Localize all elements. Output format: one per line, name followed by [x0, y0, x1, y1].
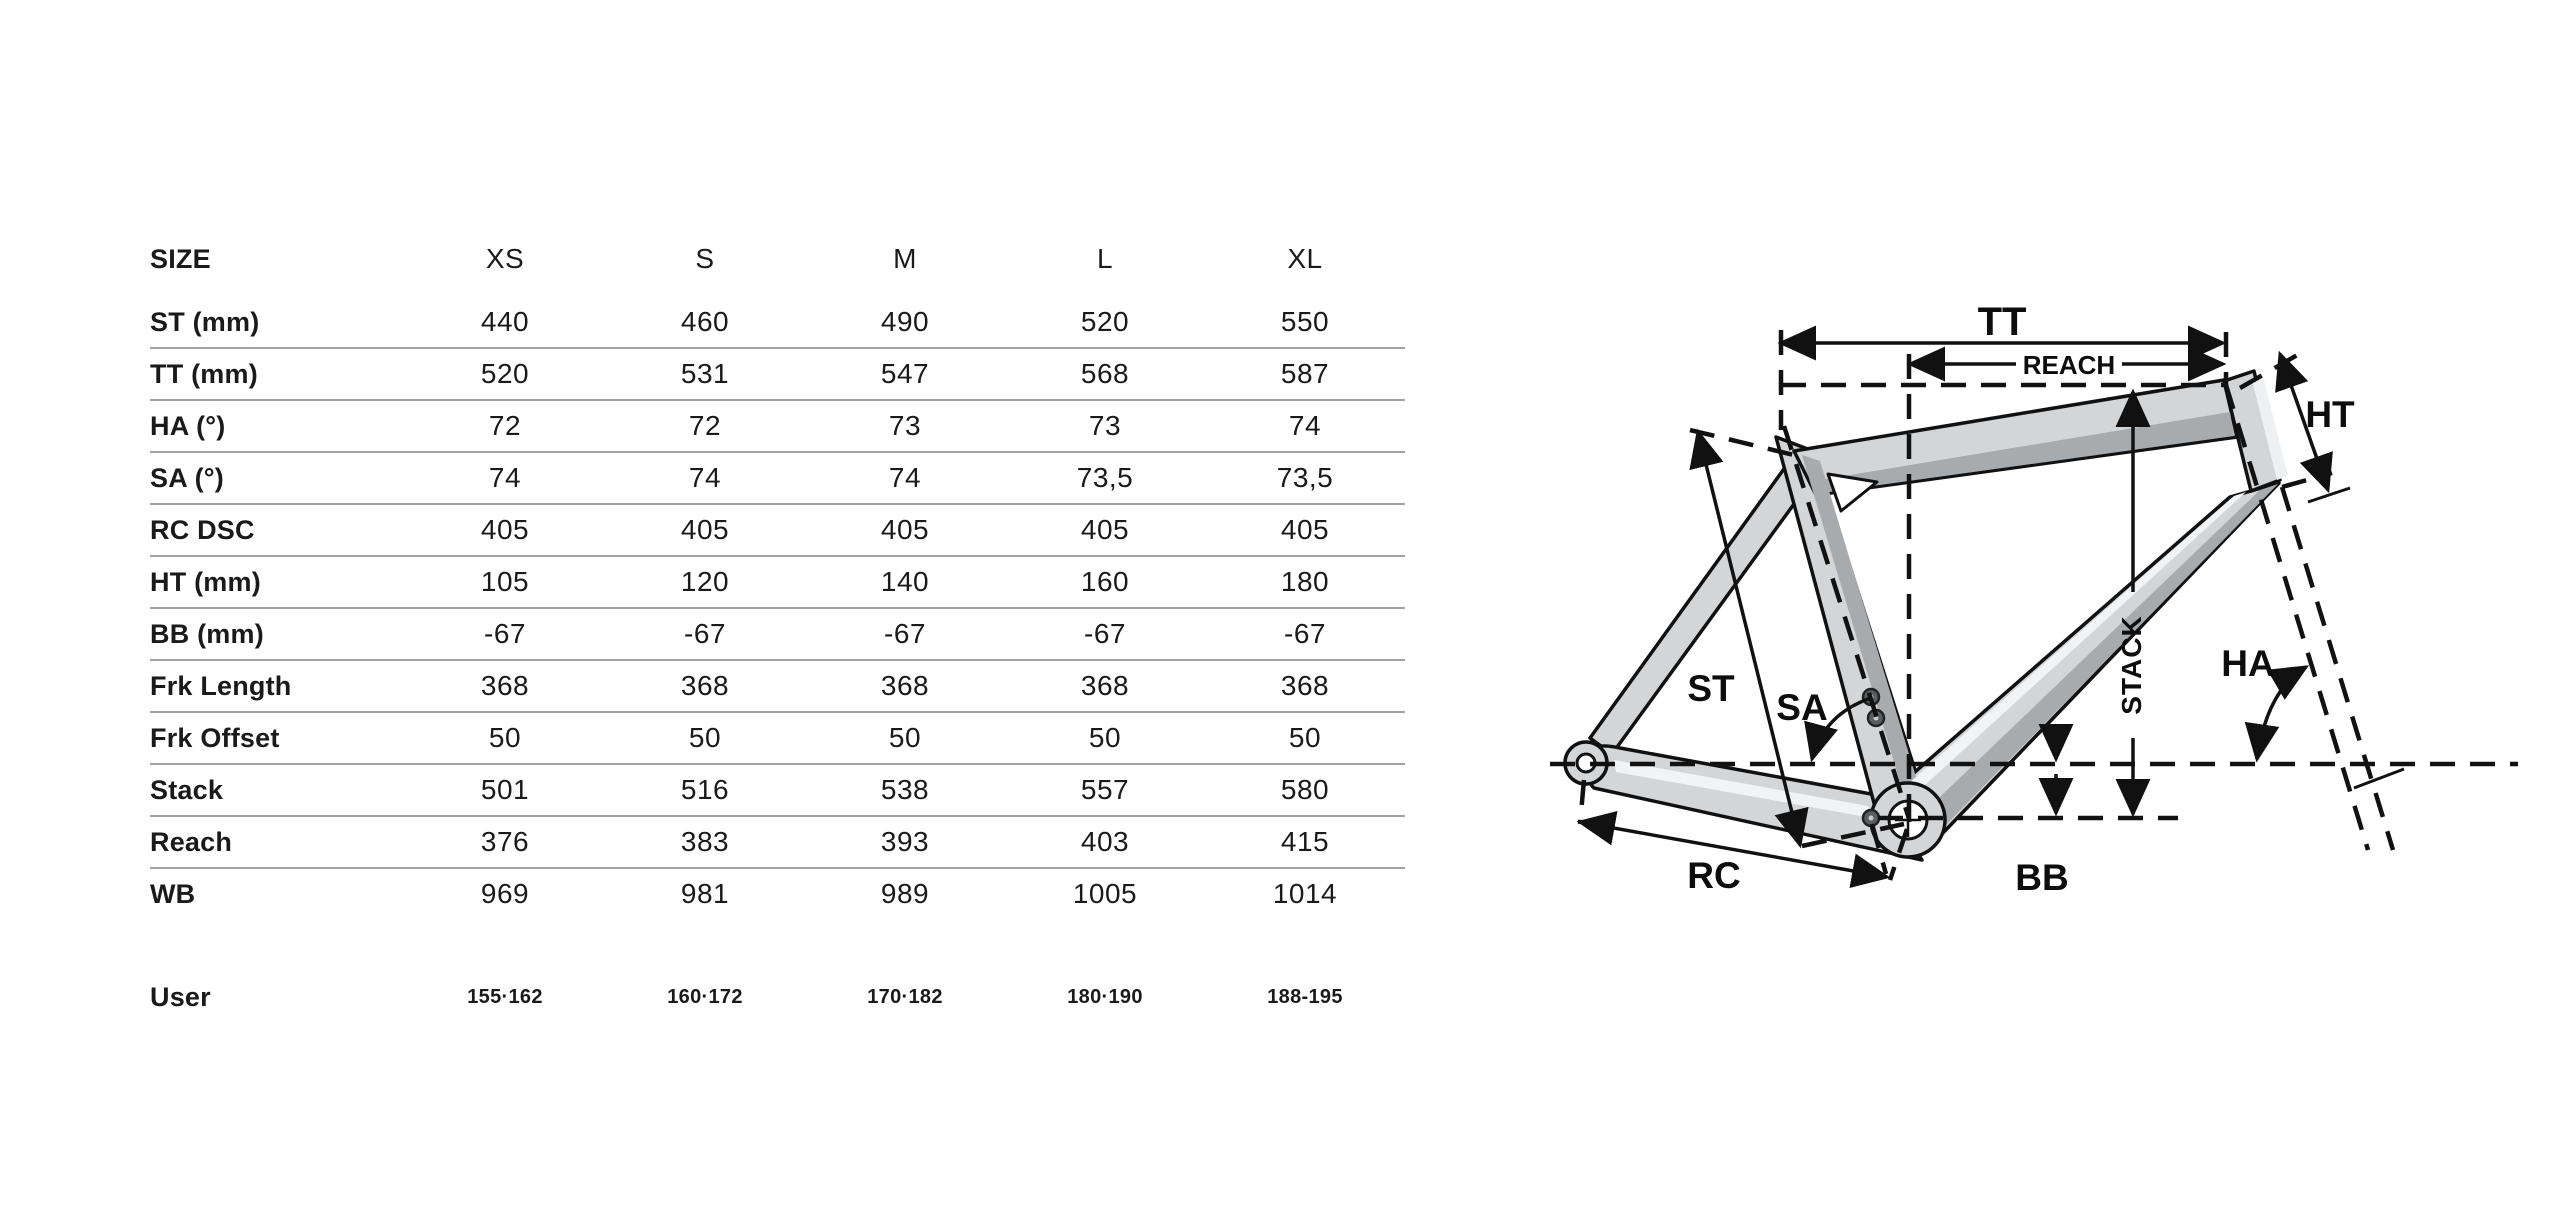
table-header-row: [150, 221, 1405, 297]
bike-frame-illustration: [1565, 371, 2288, 860]
cell-XL: 368: [1205, 660, 1405, 712]
table-row: [150, 712, 1405, 764]
user-height-table: [150, 972, 1405, 1022]
cell-M: 368: [805, 660, 1005, 712]
ha-label: HA: [2221, 643, 2275, 684]
cell-XS: 376: [405, 816, 605, 868]
user-cell-XL: 188-195: [1267, 985, 1343, 1008]
frame-geometry-diagram: [1530, 240, 2560, 980]
table-row: [150, 764, 1405, 816]
row-label: Reach: [150, 816, 405, 868]
cell-M: 140: [805, 556, 1005, 608]
size-spec-table: [150, 221, 1405, 919]
cell-L: 73: [1005, 400, 1205, 452]
cell-XL: 405: [1205, 504, 1405, 556]
cell-XS: 969: [480, 878, 530, 909]
cell-L: 73,5: [1005, 452, 1205, 504]
user-row: [150, 972, 1405, 1022]
cell-M: 74: [805, 452, 1005, 504]
cell-S: 531: [605, 348, 805, 400]
cell-XS: 440: [405, 297, 605, 348]
size-header-XL: XL: [1287, 243, 1323, 274]
size-header-XS: XS: [485, 243, 525, 274]
row-label: RC DSC: [150, 504, 405, 556]
cell-XS: 405: [405, 504, 605, 556]
cell-L: 405: [1005, 504, 1205, 556]
cell-M: 989: [880, 878, 930, 909]
table-row: [150, 660, 1405, 712]
bb-label: BB: [2015, 857, 2069, 898]
cell-XS: 368: [405, 660, 605, 712]
geometry-table: [150, 221, 1405, 919]
table-row: [150, 504, 1405, 556]
cell-M: -67: [805, 608, 1005, 660]
cell-L: 160: [1005, 556, 1205, 608]
cell-XL: 1014: [1272, 878, 1338, 909]
rc-label: RC: [1687, 855, 1741, 896]
cell-S: 368: [605, 660, 805, 712]
user-cell-L: 180·190: [1067, 985, 1143, 1008]
table-row: [150, 556, 1405, 608]
cell-M: 50: [805, 712, 1005, 764]
table-row: [150, 400, 1405, 452]
row-label: BB (mm): [150, 608, 405, 660]
table-row: [150, 348, 1405, 400]
cell-XL: 180: [1205, 556, 1405, 608]
cell-S: 981: [680, 878, 730, 909]
row-label: TT (mm): [150, 348, 405, 400]
user-cell-XS: 155·162: [467, 985, 543, 1008]
cell-S: 516: [605, 764, 805, 816]
fork-ground-tick: [2354, 769, 2404, 788]
table-row: [150, 608, 1405, 660]
down-tube-highlight: [1892, 492, 2246, 806]
cell-S: 74: [605, 452, 805, 504]
cell-S: -67: [605, 608, 805, 660]
ht-top-extension: [2240, 350, 2306, 388]
stack-label: STACK: [2116, 615, 2147, 715]
sa-label: SA: [1776, 687, 1828, 728]
cell-XL: 587: [1205, 348, 1405, 400]
cell-XS: 520: [405, 348, 605, 400]
cell-L: 557: [1005, 764, 1205, 816]
cell-L: 1005: [1072, 878, 1138, 909]
table-row: [150, 816, 1405, 868]
cell-S: 72: [605, 400, 805, 452]
table-row: [150, 297, 1405, 348]
cell-XL: 50: [1205, 712, 1405, 764]
seat-cluster-cutout: [1828, 474, 1877, 511]
cell-M: 547: [805, 348, 1005, 400]
size-header-label: SIZE: [150, 243, 211, 274]
cell-S: 460: [605, 297, 805, 348]
cell-L: 403: [1005, 816, 1205, 868]
cell-L: 568: [1005, 348, 1205, 400]
cell-XL: -67: [1205, 608, 1405, 660]
cell-L: -67: [1005, 608, 1205, 660]
size-header-M: M: [893, 243, 917, 274]
cell-S: 120: [605, 556, 805, 608]
cell-XS: 74: [405, 452, 605, 504]
cell-L: 368: [1005, 660, 1205, 712]
cell-XL: 415: [1205, 816, 1405, 868]
cell-XL: 580: [1205, 764, 1405, 816]
cell-XL: 73,5: [1205, 452, 1405, 504]
row-label: HA (°): [150, 400, 405, 452]
user-row-label: User: [150, 981, 211, 1012]
tt-label: TT: [1977, 300, 2027, 344]
rc-left-extension: [1580, 780, 1584, 824]
size-header-S: S: [695, 243, 715, 274]
cell-XS: 72: [405, 400, 605, 452]
row-label: ST (mm): [150, 297, 405, 348]
user-cell-M: 170·182: [867, 985, 943, 1008]
reach-label: REACH: [2022, 350, 2116, 380]
cell-M: 405: [805, 504, 1005, 556]
cell-S: 405: [605, 504, 805, 556]
cell-S: 50: [605, 712, 805, 764]
st-label: ST: [1687, 668, 1735, 709]
cell-XL: 74: [1205, 400, 1405, 452]
cell-L: 520: [1005, 297, 1205, 348]
fork-parallel-line: [2282, 487, 2393, 850]
cell-M: 490: [805, 297, 1005, 348]
row-label: WB: [150, 878, 196, 909]
frame-diagram-svg: [1530, 240, 2560, 980]
cell-M: 538: [805, 764, 1005, 816]
cell-M: 393: [805, 816, 1005, 868]
row-label: Frk Length: [150, 660, 405, 712]
cell-M: 73: [805, 400, 1005, 452]
cell-S: 383: [605, 816, 805, 868]
user-cell-S: 160·172: [667, 985, 743, 1008]
cell-L: 50: [1005, 712, 1205, 764]
cell-XS: 105: [405, 556, 605, 608]
cell-XS: 50: [405, 712, 605, 764]
table-row: [150, 452, 1405, 504]
user-row-table: [150, 972, 1405, 1022]
row-label: Stack: [150, 764, 405, 816]
cell-XS: -67: [405, 608, 605, 660]
row-label: Frk Offset: [150, 712, 405, 764]
ht-end-tick: [2308, 488, 2350, 502]
cell-XS: 501: [405, 764, 605, 816]
table-row: [150, 868, 1405, 919]
size-header-L: L: [1096, 243, 1114, 274]
row-label: HT (mm): [150, 556, 405, 608]
cell-XL: 550: [1205, 297, 1405, 348]
ht-label: HT: [2305, 394, 2355, 435]
row-label: SA (°): [150, 452, 405, 504]
